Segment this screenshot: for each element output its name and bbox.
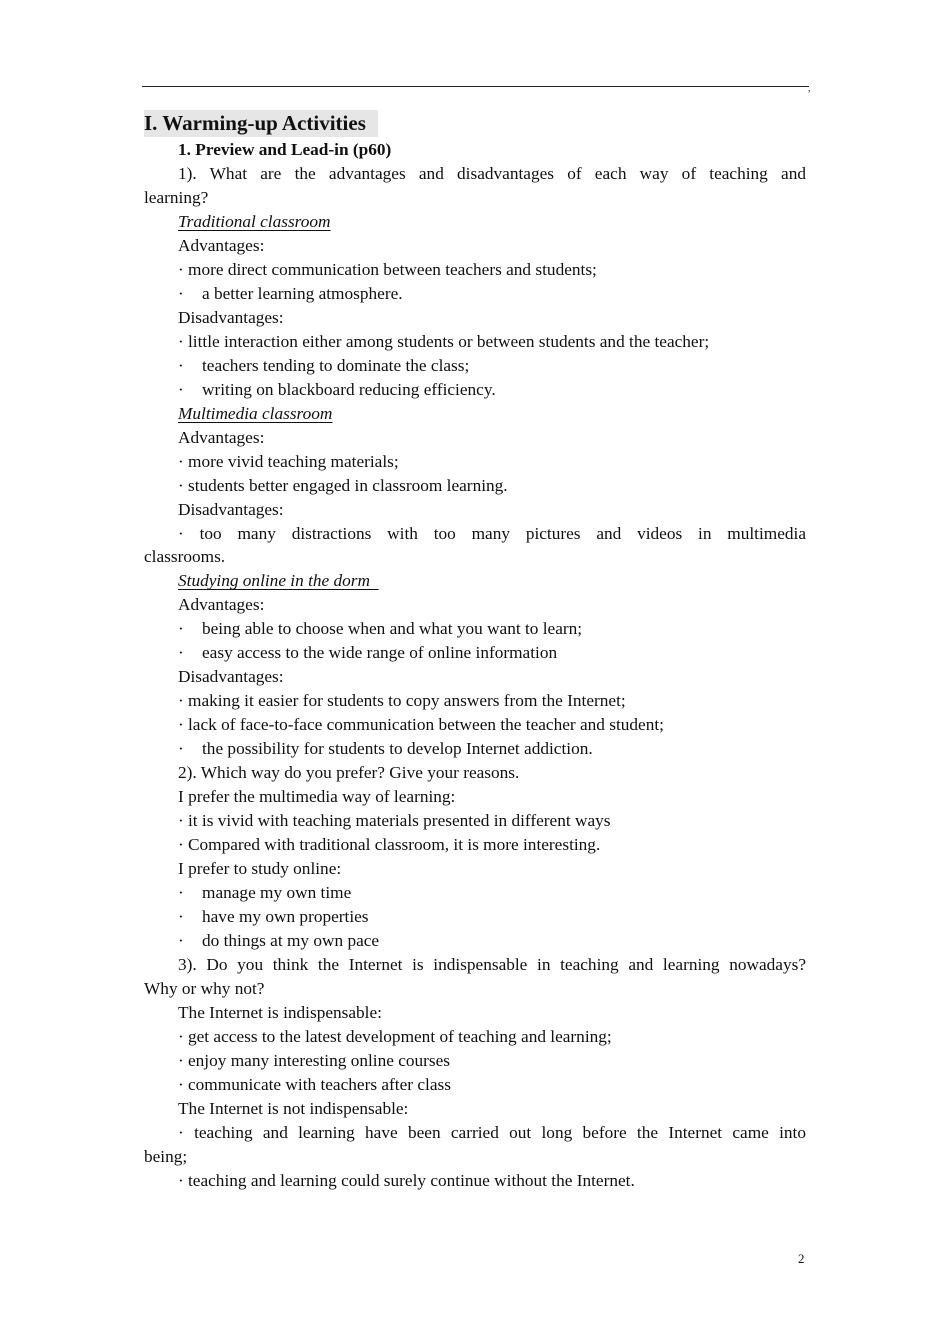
bullet-icon: · [178,451,184,471]
bullet-icon: · [178,930,184,950]
list-item: · being able to choose when and what you want to learn; [144,617,806,641]
list-item: · enjoy many interesting online courses [144,1049,806,1073]
traditional-adv-label: Advantages: [178,235,265,255]
list-item: · teachers tending to dominate the class; [144,354,806,378]
preference-multimedia: I prefer the multimedia way of learning: [178,787,456,807]
list-item: · the possibility for students to develop Internet addiction. [144,737,806,761]
list-item: · manage my own time [144,881,806,905]
online-adv-label: Advantages: [178,595,265,615]
multimedia-adv-label: Advantages: [178,427,265,447]
preference-online: I prefer to study online: [178,859,342,879]
bullet-icon: · [178,715,184,735]
list-item: · easy access to the wide range of online information [144,641,806,665]
question-3-line-1: 3). Do you think the Internet is indispensable in teaching and learning nowadays? [178,954,806,974]
list-item-continuation: classrooms. [144,547,226,567]
traditional-title-row [144,210,806,234]
bullet-icon: · [178,355,184,375]
bullet-icon: · [178,475,184,495]
online-dis-label: Disadvantages: [178,667,284,687]
list-item: · more vivid teaching materials; [144,450,806,474]
bullet-icon: · [178,523,184,543]
page-number: 2 [798,1251,805,1266]
list-item: · teaching and learning have been carried out long before the Internet came into [178,1122,806,1142]
page-title: I. Warming-up Activities [144,110,378,137]
subsection-title: 1. Preview and Lead-in (p60) [178,140,392,159]
bullet-icon: · [178,1170,184,1190]
bullet-icon: · [178,1122,184,1142]
bullet-icon: · [178,379,184,399]
list-item: · writing on blackboard reducing efficiency. [144,378,806,402]
list-item: · communicate with teachers after class [144,1073,806,1097]
list-item: · get access to the latest development of teaching and learning; [144,1025,806,1049]
indispensable-label: The Internet is indispensable: [178,1002,382,1022]
header-rule [142,86,809,87]
bullet-icon: · [178,619,184,639]
list-item: · a better learning atmosphere. [144,282,806,306]
list-item: · do things at my own pace [144,929,806,953]
list-item: · little interaction either among students or between students and the teacher; [144,330,806,354]
not-indispensable-label: The Internet is not indispensable: [178,1098,409,1118]
bullet-icon: · [178,283,184,303]
multimedia-dis-label: Disadvantages: [178,499,284,519]
question-1-line-2: learning? [144,187,209,207]
bullet-icon: · [178,1026,184,1046]
bullet-icon: · [178,1074,184,1094]
list-item: · Compared with traditional classroom, it is more interesting. [144,833,806,857]
list-item: · too many distractions with too many pictures and videos in multimedia [178,523,806,543]
bullet-icon: · [178,643,184,663]
list-item: · lack of face-to-face communication between the teacher and student; [144,713,806,737]
document-body [144,110,806,1193]
studying-online-title: Studying online in the dorm [178,571,370,591]
bullet-icon: · [178,811,184,831]
section-heading [144,110,806,138]
traditional-classroom-title: Traditional classroom [178,211,331,231]
bullet-icon: · [178,691,184,711]
bullet-icon: · [178,259,184,279]
traditional-dis-label: Disadvantages: [178,307,284,327]
list-item: · making it easier for students to copy answers from the Internet; [144,689,806,713]
bullet-icon: · [178,331,184,351]
header-rule-tick: , [808,83,811,94]
bullet-icon: · [178,835,184,855]
bullet-icon: · [178,907,184,926]
list-item: · have my own properties [144,905,806,929]
list-item: · more direct communication between teachers and students; [144,258,806,282]
question-3-line-2: Why or why not? [144,978,265,998]
list-item-continuation: being; [144,1146,188,1166]
bullet-icon: · [178,739,184,759]
bullet-icon: · [178,883,184,903]
bullet-icon: · [178,1050,184,1070]
question-1-line-1: 1). What are the advantages and disadvantages of each way of teaching and [178,163,806,183]
list-item: · teaching and learning could surely continue without the Internet. [144,1169,806,1193]
multimedia-title-row [144,402,806,426]
online-title-row [144,569,806,593]
multimedia-classroom-title: Multimedia classroom [178,403,333,423]
question-2: 2). Which way do you prefer? Give your reasons. [178,763,520,783]
list-item: · students better engaged in classroom learning. [144,474,806,498]
list-item: · it is vivid with teaching materials presented in different ways [144,809,806,833]
